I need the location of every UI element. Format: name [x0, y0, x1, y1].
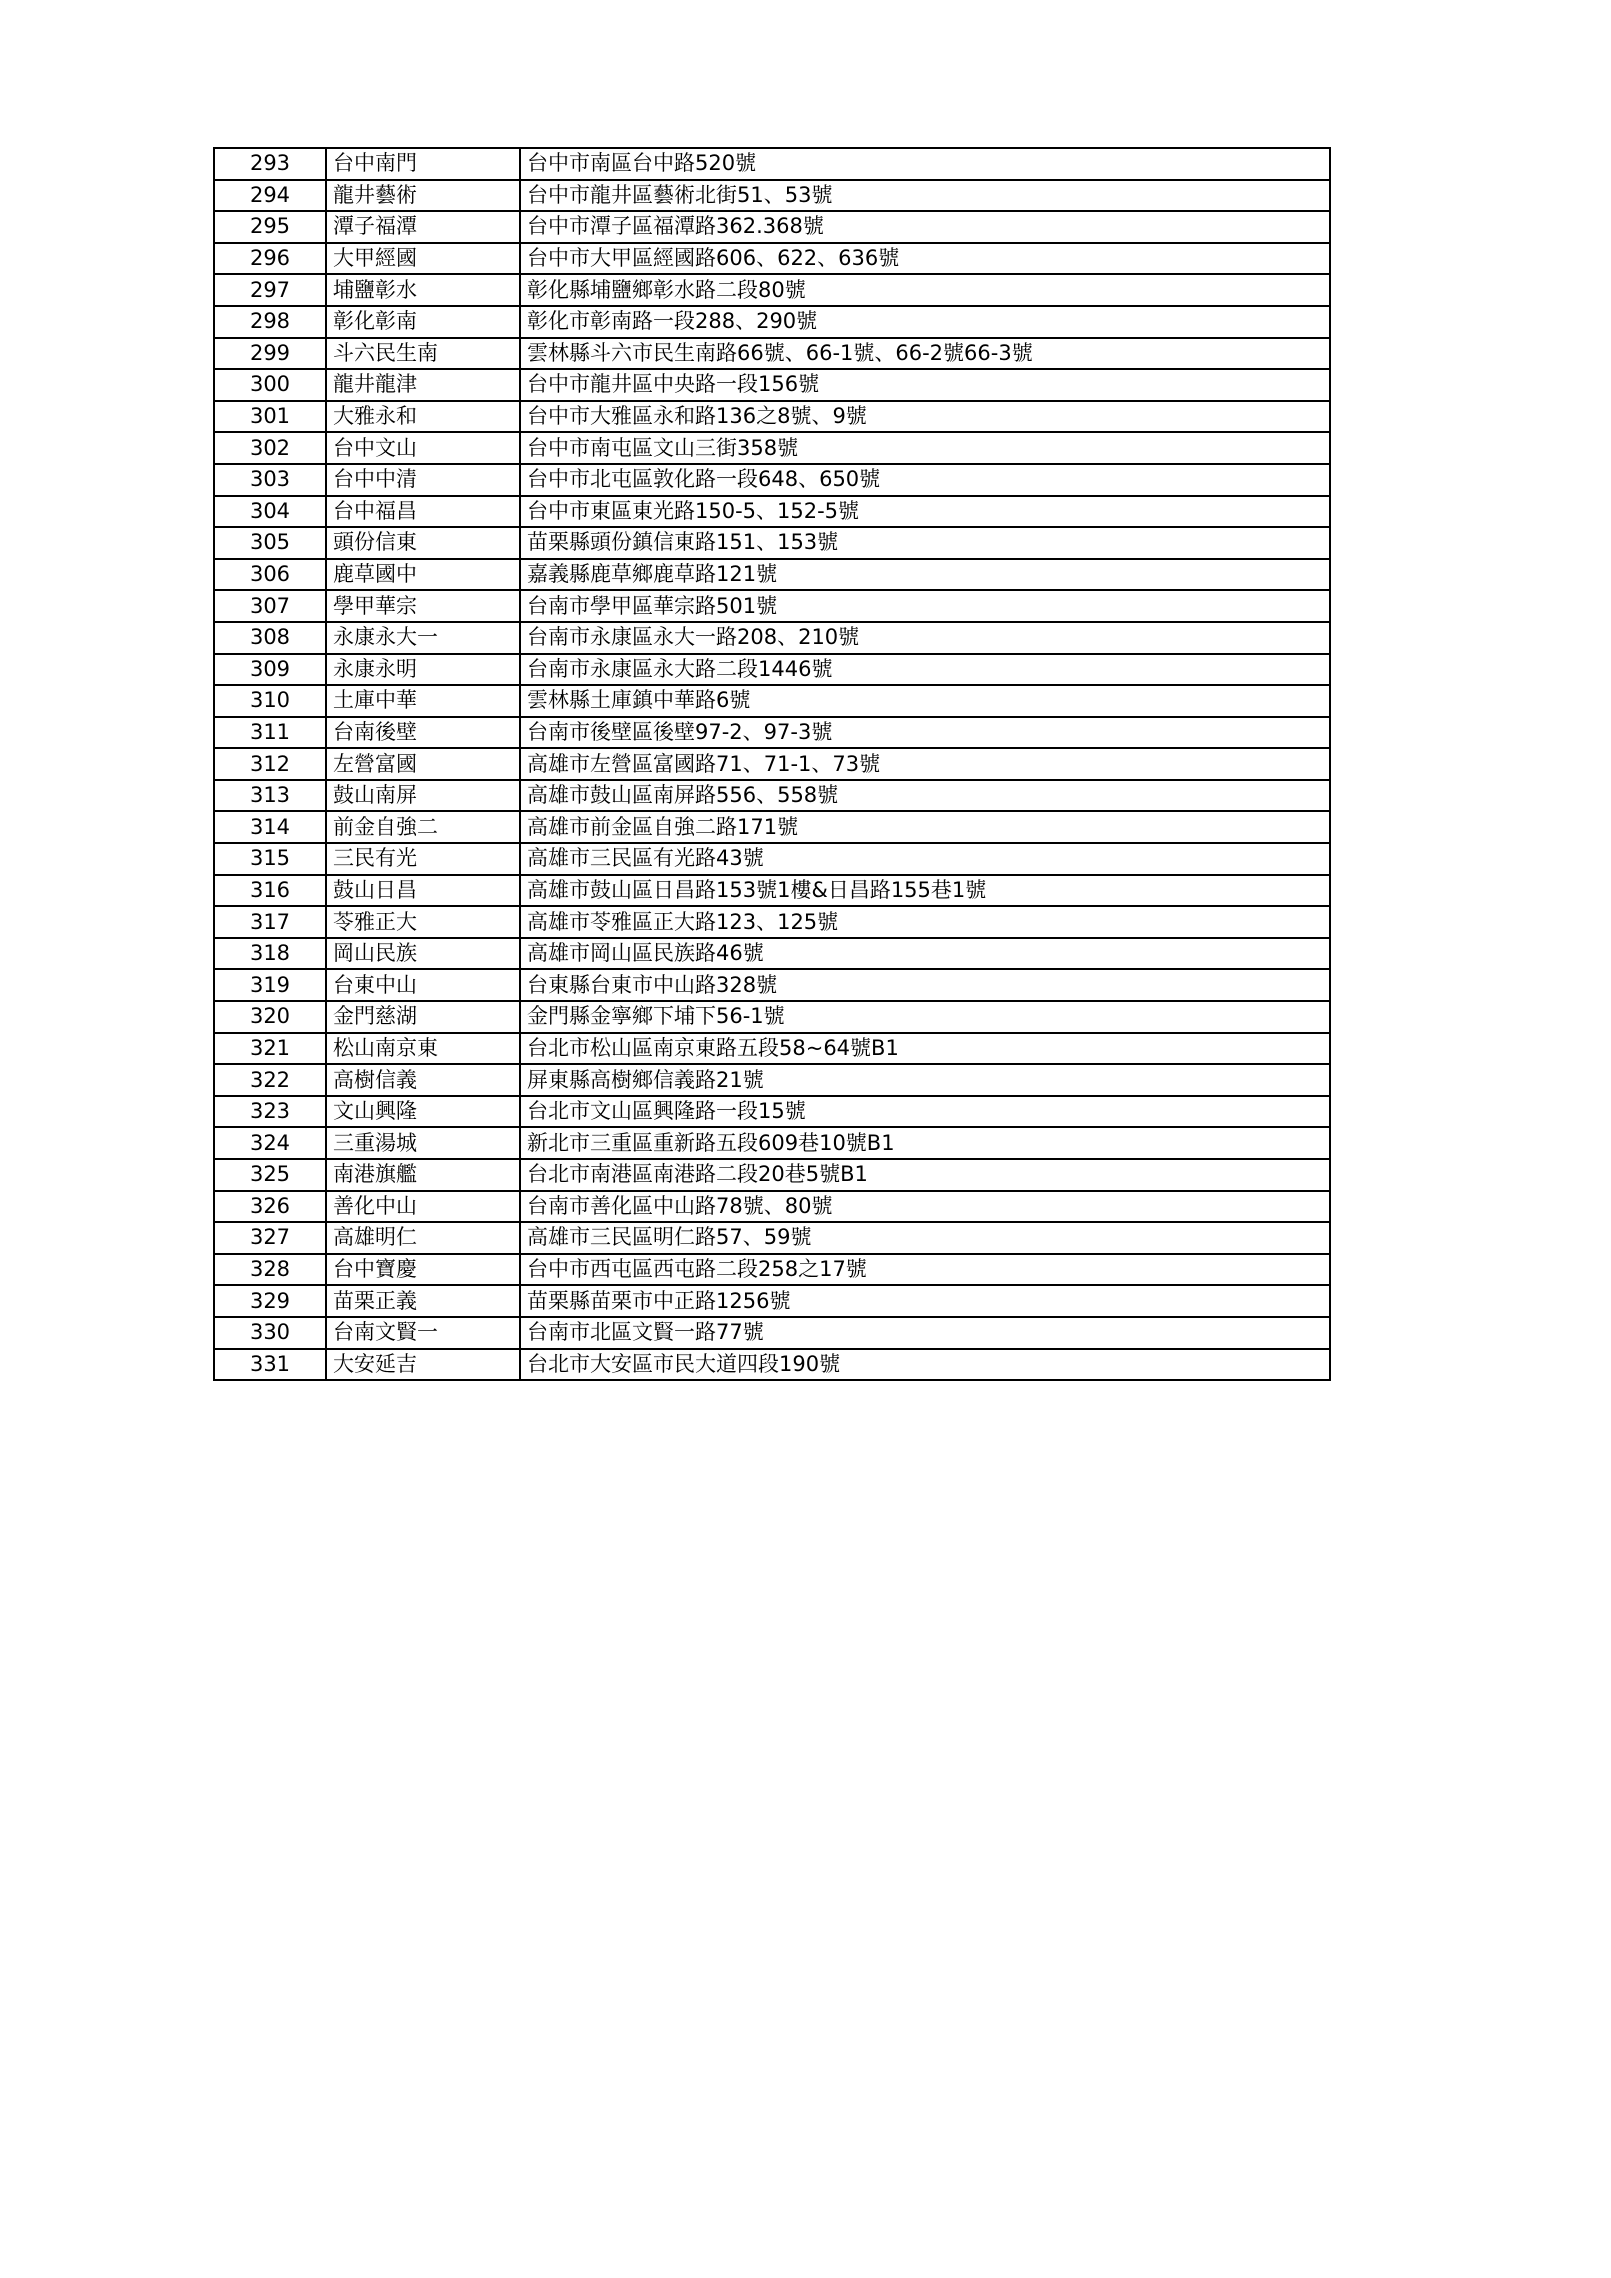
- store-number: 322: [214, 1064, 326, 1096]
- table-row: [214, 590, 1330, 622]
- store-number: 330: [214, 1317, 326, 1349]
- table-row: [214, 1127, 1330, 1159]
- store-number: 331: [214, 1349, 326, 1381]
- store-name: 頭份信東: [326, 527, 520, 559]
- store-name: 松山南京東: [326, 1033, 520, 1065]
- store-address: 台南市永康區永大路二段1446號: [520, 654, 1330, 686]
- store-name: 台南後壁: [326, 717, 520, 749]
- store-address: 台中市潭子區福潭路362.368號: [520, 211, 1330, 243]
- store-number: 306: [214, 559, 326, 591]
- table-row: [214, 401, 1330, 433]
- store-name: 永康永明: [326, 654, 520, 686]
- store-number: 299: [214, 338, 326, 370]
- store-address: 高雄市岡山區民族路46號: [520, 938, 1330, 970]
- store-name: 台中南門: [326, 148, 520, 180]
- store-number: 311: [214, 717, 326, 749]
- store-name: 鼓山日昌: [326, 875, 520, 907]
- table-body: [214, 148, 1330, 1380]
- table-row: [214, 811, 1330, 843]
- store-address: 新北市三重區重新路五段609巷10號B1: [520, 1127, 1330, 1159]
- store-name: 金門慈湖: [326, 1001, 520, 1033]
- table-row: [214, 1349, 1330, 1381]
- store-name: 斗六民生南: [326, 338, 520, 370]
- store-number: 327: [214, 1222, 326, 1254]
- store-number: 304: [214, 496, 326, 528]
- store-number: 324: [214, 1127, 326, 1159]
- table-row: [214, 875, 1330, 907]
- store-address: 台中市大雅區永和路136之8號、9號: [520, 401, 1330, 433]
- store-address: 金門縣金寧鄉下埔下56-1號: [520, 1001, 1330, 1033]
- table-row: [214, 180, 1330, 212]
- table-row: [214, 1096, 1330, 1128]
- store-address: 雲林縣斗六市民生南路66號、66-1號、66-2號66-3號: [520, 338, 1330, 370]
- store-name: 大安延吉: [326, 1349, 520, 1381]
- store-number: 295: [214, 211, 326, 243]
- store-number: 302: [214, 432, 326, 464]
- store-address: 台中市東區東光路150-5、152-5號: [520, 496, 1330, 528]
- store-name: 文山興隆: [326, 1096, 520, 1128]
- store-name: 彰化彰南: [326, 306, 520, 338]
- table-row: [214, 748, 1330, 780]
- store-address: 台南市善化區中山路78號、80號: [520, 1191, 1330, 1223]
- store-number: 320: [214, 1001, 326, 1033]
- store-address: 彰化市彰南路一段288、290號: [520, 306, 1330, 338]
- table-row: [214, 969, 1330, 1001]
- store-address: 台南市永康區永大一路208、210號: [520, 622, 1330, 654]
- store-address: 台北市松山區南京東路五段58~64號B1: [520, 1033, 1330, 1065]
- store-name: 台南文賢一: [326, 1317, 520, 1349]
- store-name: 三民有光: [326, 843, 520, 875]
- store-address: 苗栗縣頭份鎮信東路151、153號: [520, 527, 1330, 559]
- store-address: 台中市南區台中路520號: [520, 148, 1330, 180]
- table-row: [214, 1222, 1330, 1254]
- store-name: 三重湯城: [326, 1127, 520, 1159]
- store-number: 319: [214, 969, 326, 1001]
- table-row: [214, 559, 1330, 591]
- table-row: [214, 148, 1330, 180]
- store-number: 313: [214, 780, 326, 812]
- table-row: [214, 496, 1330, 528]
- store-name: 台中寶慶: [326, 1254, 520, 1286]
- store-name: 大甲經國: [326, 243, 520, 275]
- store-name: 高樹信義: [326, 1064, 520, 1096]
- store-name: 土庫中華: [326, 685, 520, 717]
- store-address: 台中市大甲區經國路606、622、636號: [520, 243, 1330, 275]
- store-name: 善化中山: [326, 1191, 520, 1223]
- table-row: [214, 306, 1330, 338]
- table-row: [214, 432, 1330, 464]
- store-number: 329: [214, 1285, 326, 1317]
- store-address: 台南市學甲區華宗路501號: [520, 590, 1330, 622]
- store-name: 台東中山: [326, 969, 520, 1001]
- table-row: [214, 654, 1330, 686]
- table-row: [214, 1254, 1330, 1286]
- table-row: [214, 369, 1330, 401]
- store-number: 303: [214, 464, 326, 496]
- store-name: 潭子福潭: [326, 211, 520, 243]
- store-name: 龍井龍津: [326, 369, 520, 401]
- store-name: 龍井藝術: [326, 180, 520, 212]
- store-name: 左營富國: [326, 748, 520, 780]
- table-row: [214, 685, 1330, 717]
- store-number: 305: [214, 527, 326, 559]
- store-number: 326: [214, 1191, 326, 1223]
- store-address: 台北市南港區南港路二段20巷5號B1: [520, 1159, 1330, 1191]
- store-number: 298: [214, 306, 326, 338]
- store-address: 高雄市左營區富國路71、71-1、73號: [520, 748, 1330, 780]
- table-row: [214, 1285, 1330, 1317]
- store-address: 嘉義縣鹿草鄉鹿草路121號: [520, 559, 1330, 591]
- store-address: 台中市北屯區敦化路一段648、650號: [520, 464, 1330, 496]
- store-name: 鼓山南屏: [326, 780, 520, 812]
- table-row: [214, 1033, 1330, 1065]
- table-row: [214, 906, 1330, 938]
- table-row: [214, 527, 1330, 559]
- store-address: 台北市文山區興隆路一段15號: [520, 1096, 1330, 1128]
- store-number: 315: [214, 843, 326, 875]
- store-address: 台北市大安區市民大道四段190號: [520, 1349, 1330, 1381]
- store-name: 前金自強二: [326, 811, 520, 843]
- store-number: 328: [214, 1254, 326, 1286]
- store-number: 307: [214, 590, 326, 622]
- store-address: 台中市龍井區中央路一段156號: [520, 369, 1330, 401]
- store-address: 苗栗縣苗栗市中正路1256號: [520, 1285, 1330, 1317]
- store-number: 316: [214, 875, 326, 907]
- store-name: 南港旗艦: [326, 1159, 520, 1191]
- store-name: 學甲華宗: [326, 590, 520, 622]
- store-address: 台中市西屯區西屯路二段258之17號: [520, 1254, 1330, 1286]
- table-row: [214, 622, 1330, 654]
- table-row: [214, 1064, 1330, 1096]
- store-number: 317: [214, 906, 326, 938]
- store-name: 鹿草國中: [326, 559, 520, 591]
- store-name: 高雄明仁: [326, 1222, 520, 1254]
- store-address: 屏東縣高樹鄉信義路21號: [520, 1064, 1330, 1096]
- store-address: 雲林縣土庫鎮中華路6號: [520, 685, 1330, 717]
- store-table: [213, 147, 1331, 1381]
- table-row: [214, 780, 1330, 812]
- store-number: 309: [214, 654, 326, 686]
- store-address: 高雄市鼓山區南屏路556、558號: [520, 780, 1330, 812]
- store-number: 293: [214, 148, 326, 180]
- table-row: [214, 1001, 1330, 1033]
- store-number: 321: [214, 1033, 326, 1065]
- store-name: 台中文山: [326, 432, 520, 464]
- store-number: 300: [214, 369, 326, 401]
- store-number: 312: [214, 748, 326, 780]
- store-number: 314: [214, 811, 326, 843]
- store-address: 台中市南屯區文山三街358號: [520, 432, 1330, 464]
- store-address: 高雄市前金區自強二路171號: [520, 811, 1330, 843]
- store-number: 308: [214, 622, 326, 654]
- store-number: 294: [214, 180, 326, 212]
- store-name: 岡山民族: [326, 938, 520, 970]
- store-name: 台中中清: [326, 464, 520, 496]
- table-row: [214, 1317, 1330, 1349]
- store-address: 台東縣台東市中山路328號: [520, 969, 1330, 1001]
- store-address: 高雄市三民區有光路43號: [520, 843, 1330, 875]
- store-address: 高雄市鼓山區日昌路153號1樓&日昌路155巷1號: [520, 875, 1330, 907]
- table-row: [214, 338, 1330, 370]
- store-address: 高雄市苓雅區正大路123、125號: [520, 906, 1330, 938]
- store-name: 埔鹽彰水: [326, 274, 520, 306]
- table-row: [214, 717, 1330, 749]
- table-row: [214, 938, 1330, 970]
- table-row: [214, 1159, 1330, 1191]
- store-number: 318: [214, 938, 326, 970]
- store-address: 台中市龍井區藝術北街51、53號: [520, 180, 1330, 212]
- store-number: 310: [214, 685, 326, 717]
- table-row: [214, 243, 1330, 275]
- store-number: 323: [214, 1096, 326, 1128]
- store-number: 325: [214, 1159, 326, 1191]
- store-name: 苓雅正大: [326, 906, 520, 938]
- store-name: 苗栗正義: [326, 1285, 520, 1317]
- store-address: 高雄市三民區明仁路57、59號: [520, 1222, 1330, 1254]
- store-number: 296: [214, 243, 326, 275]
- store-name: 永康永大一: [326, 622, 520, 654]
- store-name: 台中福昌: [326, 496, 520, 528]
- table-row: [214, 274, 1330, 306]
- store-number: 301: [214, 401, 326, 433]
- store-address: 彰化縣埔鹽鄉彰水路二段80號: [520, 274, 1330, 306]
- store-address: 台南市北區文賢一路77號: [520, 1317, 1330, 1349]
- table-row: [214, 843, 1330, 875]
- table-row: [214, 464, 1330, 496]
- store-name: 大雅永和: [326, 401, 520, 433]
- table-row: [214, 1191, 1330, 1223]
- store-number: 297: [214, 274, 326, 306]
- store-address: 台南市後壁區後壁97-2、97-3號: [520, 717, 1330, 749]
- table-row: [214, 211, 1330, 243]
